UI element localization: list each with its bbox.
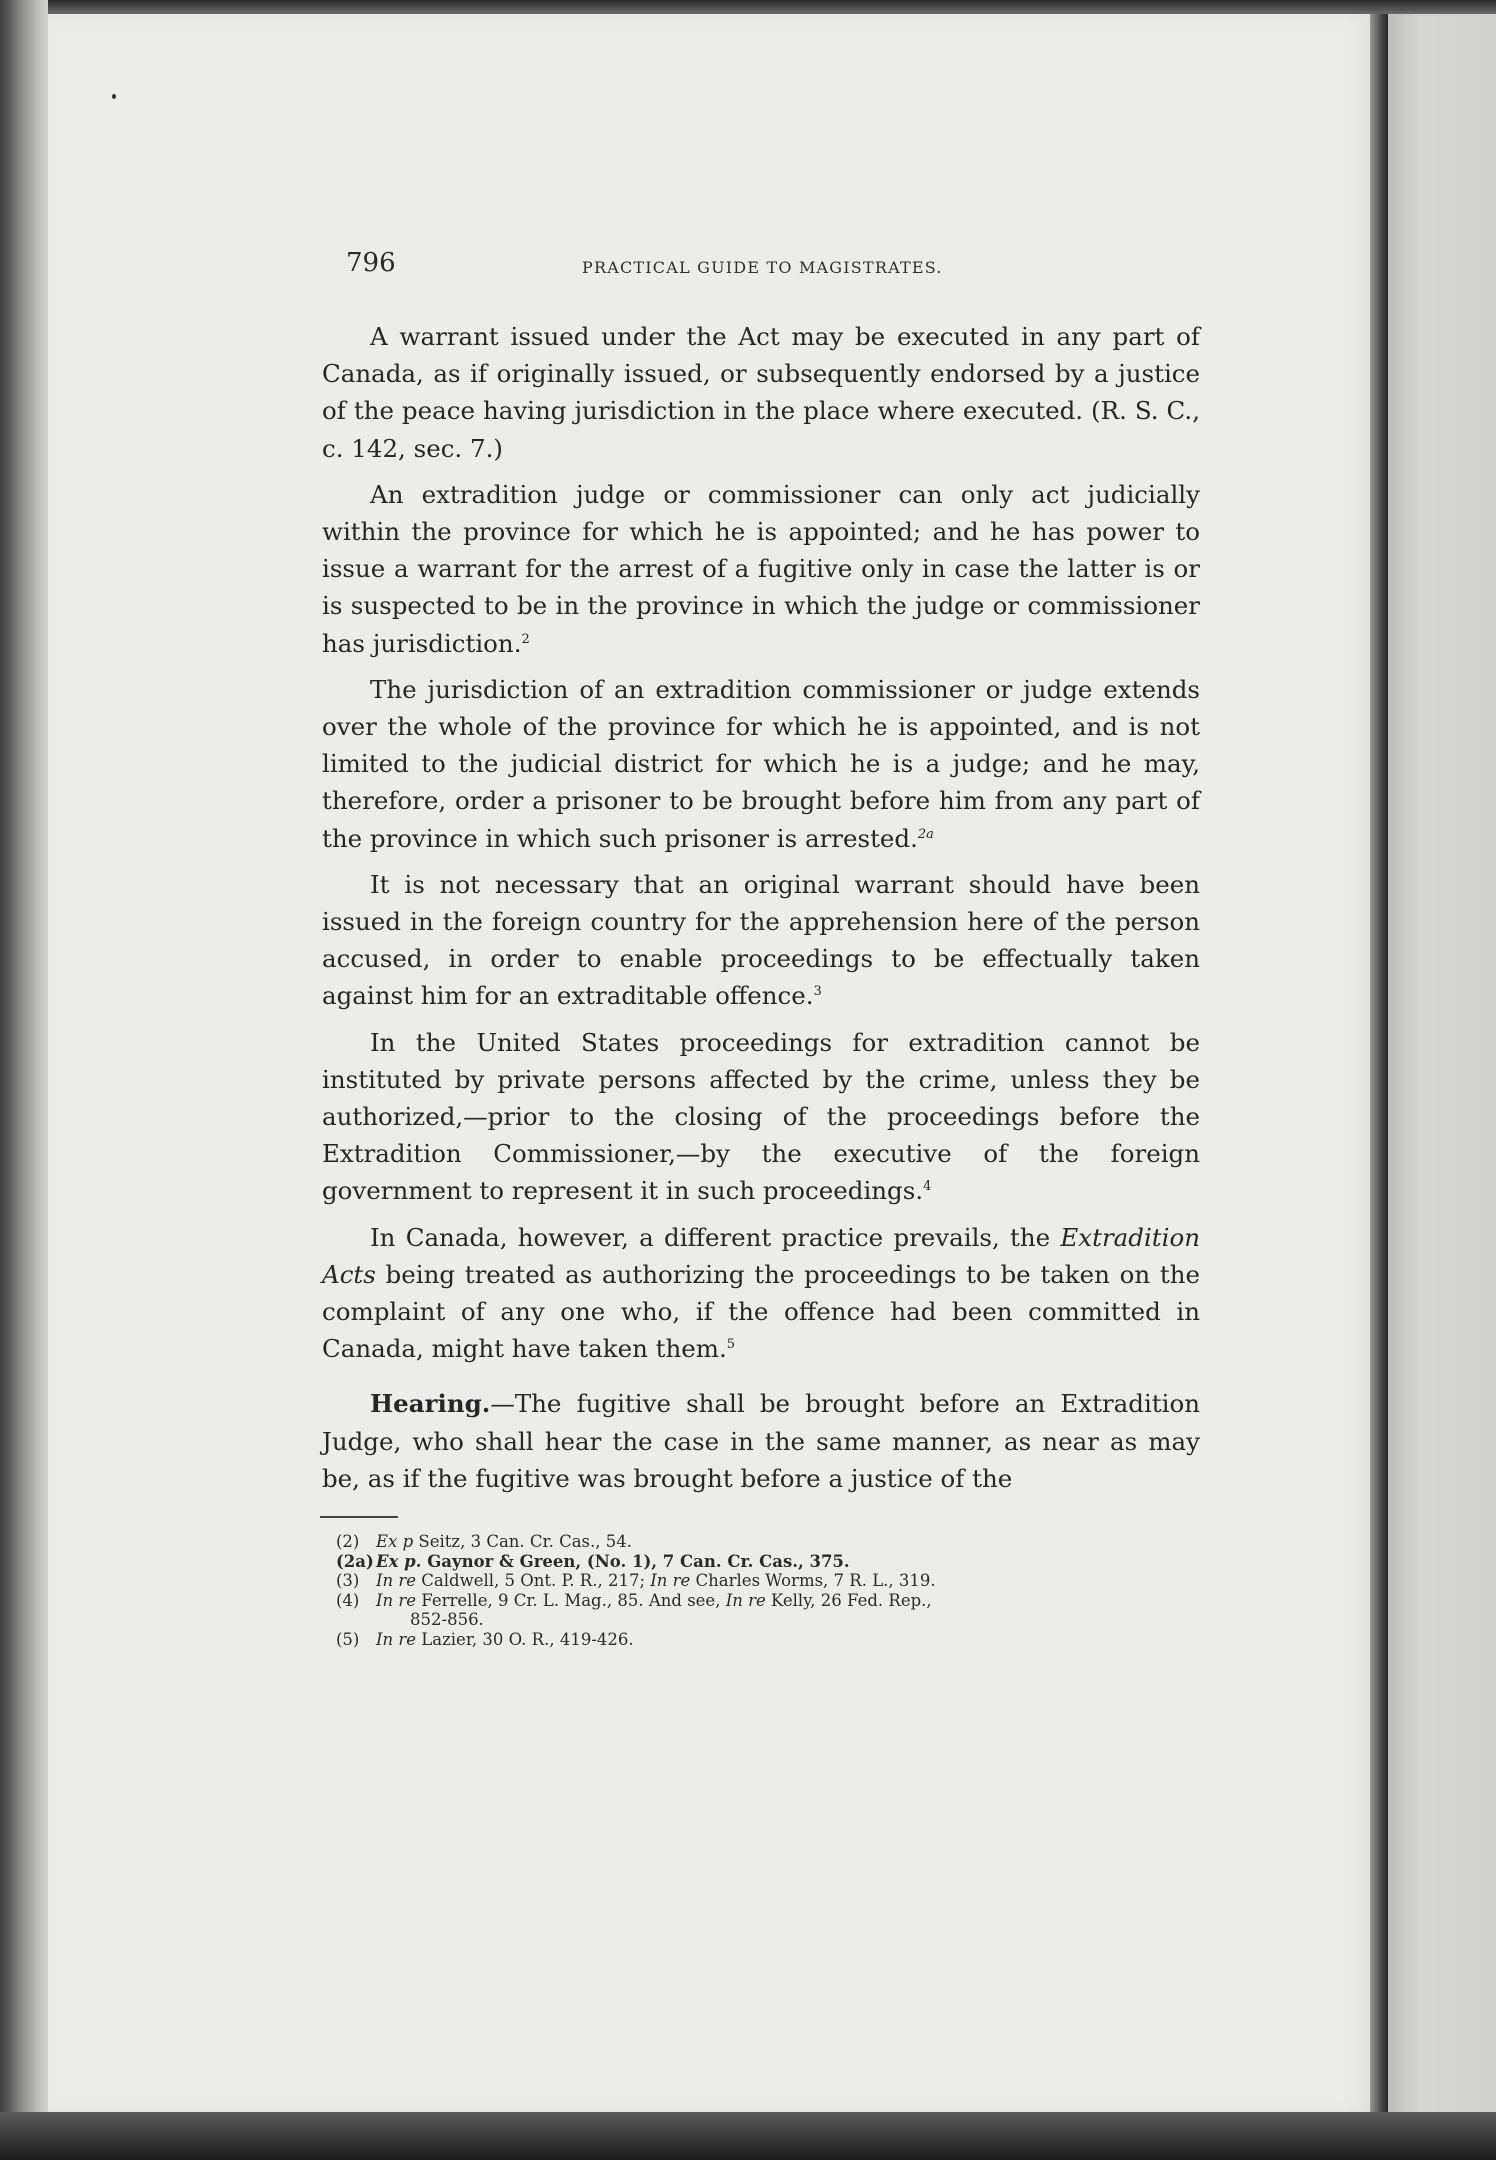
italic-act-title: Extradition Acts <box>322 1222 1200 1289</box>
footnote-text: Caldwell, 5 Ont. P. R., 217; <box>416 1571 646 1590</box>
paragraph-hearing <box>322 1385 1200 1497</box>
footnote-ref: 2 <box>521 631 530 647</box>
footnote-marker: (4) <box>336 1590 360 1610</box>
footnote-italic: Ex p. <box>376 1551 422 1571</box>
footnote-4-continuation: 852-856. <box>410 1610 484 1629</box>
page-gutter <box>1370 14 1388 2112</box>
paragraph-text: It is not necessary that an original warrant should have been issued in the foreign country for the apprehension here of the person accused, in order to enable proceedings to be effectually taken against him for an extraditable offence. <box>322 869 1200 1011</box>
footnote-text: Kelly, 26 Fed. Rep., <box>765 1590 932 1610</box>
paragraph-united-states <box>322 1024 1200 1210</box>
footnote-2 <box>336 1532 1216 1552</box>
paragraph-text: The jurisdiction of an extradition commissioner or judge extends over the whole of the province for which he is appointed, and is not limited to the judicial district for which he is a judge; and he may, therefore, order a prisoner to be brought before him from any part of the province in which such prisoner is arrested. <box>322 674 1200 853</box>
scan-top-border <box>0 0 1496 14</box>
footnote-marker: (3) <box>336 1571 360 1590</box>
page-header <box>346 248 1036 288</box>
footnote-ref: 2a <box>917 826 934 842</box>
scan-bottom-border <box>0 2112 1496 2160</box>
footnote-italic: Ex p <box>376 1532 414 1551</box>
footnote-ref: 3 <box>813 984 822 1000</box>
footnote-3 <box>336 1571 1216 1591</box>
footnote-marker: (5) <box>336 1629 360 1649</box>
footnote-marker: (2a) <box>336 1551 374 1571</box>
paragraph-text: being treated as authorizing the proceedings to be taken on the complaint of any one who, if the offence had been committed in Canada, might have taken them. <box>322 1259 1200 1364</box>
footnote-separator <box>320 1516 398 1518</box>
footnote-italic: In re <box>650 1571 691 1590</box>
footnote-italic: In re <box>376 1590 417 1610</box>
scan-speck <box>112 94 116 99</box>
footnote-text: Ferrelle, 9 Cr. L. Mag., 85. And see, <box>416 1590 721 1610</box>
footnote-2a <box>336 1552 1216 1572</box>
paragraph-text: —The fugitive shall be brought before an Extradition Judge, who shall hear the case in the same manner, as near as may be, as if the fugitive was brought before a justice of the <box>322 1389 1200 1493</box>
footnote-5 <box>336 1630 1216 1650</box>
footnote-text: Lazier, 30 O. R., 419-426. <box>416 1629 634 1649</box>
adjacent-page-edge <box>1388 14 1496 2112</box>
footnote-italic: In re <box>376 1571 417 1590</box>
running-head: PRACTICAL GUIDE TO MAGISTRATES. <box>582 258 943 277</box>
footnote-4 <box>336 1591 1216 1611</box>
paragraph-commissioner-jurisdiction <box>322 671 1200 857</box>
footnote-ref: 4 <box>923 1179 932 1195</box>
paragraph-text: In Canada, however, a different practice prevails, the <box>370 1222 1061 1252</box>
footnote-text: Charles Worms, 7 R. L., 319. <box>690 1571 936 1590</box>
footnotes <box>336 1532 1216 1649</box>
footnote-italic: In re <box>376 1629 417 1649</box>
paragraph-warrant-execution <box>322 318 1200 467</box>
page-number: 796 <box>346 248 396 278</box>
body-text <box>322 318 1200 1506</box>
paragraph-text: In the United States proceedings for extradition cannot be instituted by private persons affected by the crime, unless they be authorized,—prior to the closing of the proceedings before the Extradition Commissioner,—by the executive of the foreign government to represent it in such proceedings. <box>322 1027 1200 1206</box>
paragraph-text: An extradition judge or commissioner can only act judicially within the province for which he is appointed; and he has power to issue a warrant for the arrest of a fugitive only in case the latter is or is suspected to be in the province in which the judge or commissioner has jurisdiction. <box>322 479 1200 658</box>
footnote-ref: 5 <box>726 1337 736 1353</box>
paragraph-canada-practice <box>322 1219 1200 1368</box>
book-spine-edge <box>0 0 48 2160</box>
footnote-marker: (2) <box>336 1532 360 1551</box>
section-heading-hearing: Hearing. <box>370 1389 491 1419</box>
paragraph-original-warrant <box>322 866 1200 1015</box>
footnote-italic: In re <box>725 1590 766 1610</box>
footnote-text: Seitz, 3 Can. Cr. Cas., 54. <box>413 1532 632 1551</box>
paragraph-text: A warrant issued under the Act may be executed in any part of Canada, as if originally issued, or subsequently endorsed by a justice of the peace having jurisdiction in the place where executed. (R. S. C., c. 142, sec. 7.) <box>322 322 1200 463</box>
paragraph-judge-jurisdiction <box>322 476 1200 662</box>
footnote-text: Gaynor & Green, (No. 1), 7 Can. Cr. Cas., 375. <box>421 1551 850 1571</box>
